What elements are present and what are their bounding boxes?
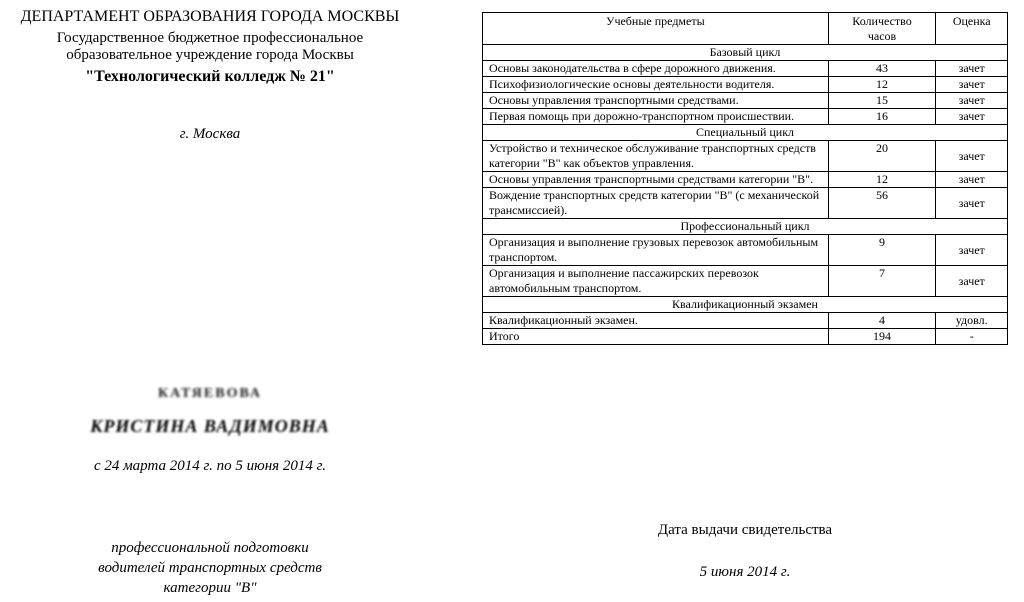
hours-cell: 7	[828, 266, 936, 297]
section-row	[483, 219, 1008, 235]
header-hours-line-2: часов	[867, 29, 897, 43]
subject-cell: Первая помощь при дорожно-транспортном происшествии.	[483, 109, 829, 125]
hours-cell: 12	[828, 172, 936, 188]
student-name: КРИСТИНА ВАДИМОВНА	[90, 416, 330, 436]
table-row	[483, 235, 1008, 266]
grades-body	[483, 45, 1008, 345]
grades-table	[482, 12, 1008, 345]
grade-cell: зачет	[936, 235, 1008, 266]
institution-line-1: Государственное бюджетное профессиональное	[56, 30, 364, 46]
section-title: Специальный цикл	[483, 125, 1008, 141]
grade-cell: зачет	[936, 61, 1008, 77]
header-subjects: Учебные предметы	[483, 13, 829, 45]
study-period: с 24 марта 2014 г. по 5 июня 2014 г.	[93, 458, 327, 474]
grade-cell: зачет	[936, 266, 1008, 297]
city: г. Москва	[179, 126, 241, 142]
hours-cell: 20	[828, 141, 936, 172]
section-row	[483, 297, 1008, 313]
table-header-row	[483, 13, 1008, 45]
grade-cell: зачет	[936, 109, 1008, 125]
hours-cell: 4	[828, 313, 936, 329]
department-title: ДЕПАРТАМЕНТ ОБРАЗОВАНИЯ ГОРОДА МОСКВЫ	[20, 8, 400, 25]
hours-cell: 43	[828, 61, 936, 77]
hours-cell: 9	[828, 235, 936, 266]
program-line-2: водителей транспортных средств	[98, 560, 322, 576]
subject-cell: Психофизиологические основы деятельности водителя.	[483, 77, 829, 93]
header-grade: Оценка	[936, 13, 1008, 45]
header-hours-line-1: Количество	[852, 14, 912, 28]
college-name: "Технологический колледж № 21"	[85, 68, 335, 85]
section-row	[483, 45, 1008, 61]
grade-cell: зачет	[936, 172, 1008, 188]
program-line-3: категории "В"	[163, 580, 257, 596]
grade-cell: удовл.	[936, 313, 1008, 329]
program-title	[0, 538, 420, 598]
subject-cell: Основы законодательства в сфере дорожного движения.	[483, 61, 829, 77]
header-hours	[828, 13, 936, 45]
institution-line-2: образовательное учреждение города Москвы	[66, 47, 354, 63]
total-row	[483, 329, 1008, 345]
table-row	[483, 172, 1008, 188]
section-title: Профессиональный цикл	[483, 219, 1008, 235]
certificate-left-page	[0, 0, 420, 602]
program-line-1: профессиональной подготовки	[111, 540, 309, 556]
grade-cell: зачет	[936, 141, 1008, 172]
issue-date: 5 июня 2014 г.	[699, 564, 791, 580]
hours-cell: 16	[828, 109, 936, 125]
grade-cell: зачет	[936, 188, 1008, 219]
table-row	[483, 109, 1008, 125]
student-surname-redacted: КАТЯЕВОВА	[157, 386, 263, 398]
subject-cell: Основы управления транспортными средствами категории "В".	[483, 172, 829, 188]
subject-cell: Организация и выполнение грузовых перевозок автомобильным транспортом.	[483, 235, 829, 266]
table-row	[483, 61, 1008, 77]
total-label: Итого	[483, 329, 829, 345]
institution-name	[0, 30, 420, 64]
subject-cell: Вождение транспортных средств категории "В" (с механической трансмиссией).	[483, 188, 829, 219]
subject-cell: Устройство и техническое обслуживание транспортных средств категории "В" как объектов управления.	[483, 141, 829, 172]
subject-cell: Организация и выполнение пассажирских перевозок автомобильным транспортом.	[483, 266, 829, 297]
total-hours: 194	[828, 329, 936, 345]
section-title: Квалификационный экзамен	[483, 297, 1008, 313]
issue-date-label: Дата выдачи свидетельства	[657, 522, 833, 538]
grades-table-container	[482, 12, 1008, 345]
table-row	[483, 188, 1008, 219]
grade-cell: зачет	[936, 93, 1008, 109]
section-row	[483, 125, 1008, 141]
table-row	[483, 313, 1008, 329]
table-row	[483, 266, 1008, 297]
hours-cell: 12	[828, 77, 936, 93]
table-row	[483, 93, 1008, 109]
total-grade: -	[936, 329, 1008, 345]
grade-cell: зачет	[936, 77, 1008, 93]
subject-cell: Основы управления транспортными средствами.	[483, 93, 829, 109]
hours-cell: 15	[828, 93, 936, 109]
table-row	[483, 141, 1008, 172]
table-row	[483, 77, 1008, 93]
section-title: Базовый цикл	[483, 45, 1008, 61]
subject-cell: Квалификационный экзамен.	[483, 313, 829, 329]
hours-cell: 56	[828, 188, 936, 219]
